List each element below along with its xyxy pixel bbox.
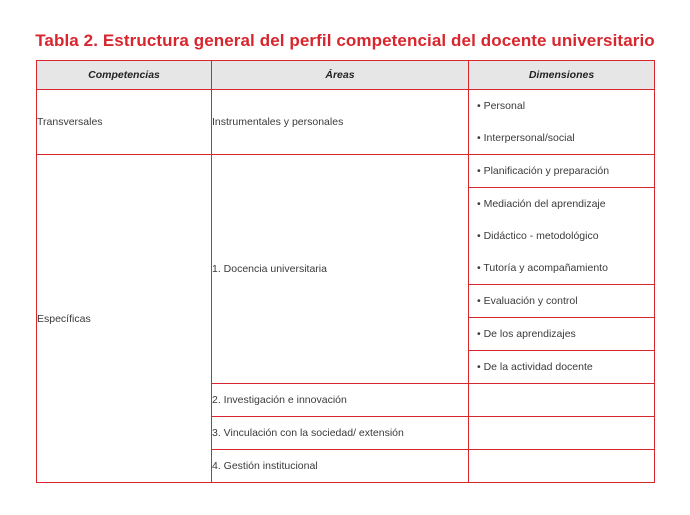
table-header-row bbox=[37, 61, 655, 90]
dimension-evaluacion: • Evaluación y control bbox=[477, 295, 578, 307]
header-competencias: Competencias bbox=[37, 61, 212, 90]
header-areas: Áreas bbox=[212, 61, 469, 90]
area-instrumentales: Instrumentales y personales bbox=[212, 90, 469, 155]
table-row bbox=[37, 90, 655, 155]
dimension-aprendizajes: • De los aprendizajes bbox=[477, 328, 576, 340]
dimension-cell bbox=[469, 285, 655, 318]
competencia-transversales: Transversales bbox=[37, 90, 212, 155]
competencia-especificas: Específicas bbox=[37, 155, 212, 483]
empty-dimension-cell bbox=[469, 417, 655, 450]
dimension-didactico: • Didáctico - metodológico bbox=[477, 230, 599, 242]
dimension-actividad: • De la actividad docente bbox=[477, 361, 593, 373]
dimension-cell bbox=[469, 188, 655, 285]
area-investigacion: 2. Investigación e innovación bbox=[212, 384, 469, 417]
area-vinculacion: 3. Vinculación con la sociedad/ extensión bbox=[212, 417, 469, 450]
empty-dimension-cell bbox=[469, 450, 655, 483]
empty-dimension-cell bbox=[469, 384, 655, 417]
dimension-personal: • Personal bbox=[477, 100, 526, 112]
dimension-mediacion: • Mediación del aprendizaje bbox=[477, 198, 606, 210]
dimension-interpersonal: • Interpersonal/social bbox=[477, 132, 575, 144]
dimension-tutoria: • Tutoría y acompañamiento bbox=[477, 262, 608, 274]
dimension-planificacion: • Planificación y preparación bbox=[477, 165, 610, 177]
competency-table bbox=[36, 60, 655, 483]
dimension-cell bbox=[469, 155, 655, 188]
area-gestion: 4. Gestión institucional bbox=[212, 450, 469, 483]
table-title: Tabla 2. Estructura general del perfil competencial del docente universitario bbox=[35, 31, 655, 50]
dimension-cell bbox=[469, 90, 655, 155]
header-dimensiones: Dimensiones bbox=[469, 61, 655, 90]
area-docencia: 1. Docencia universitaria bbox=[212, 155, 469, 384]
dimension-cell bbox=[469, 318, 655, 351]
table-row bbox=[37, 155, 655, 188]
dimension-cell bbox=[469, 351, 655, 384]
